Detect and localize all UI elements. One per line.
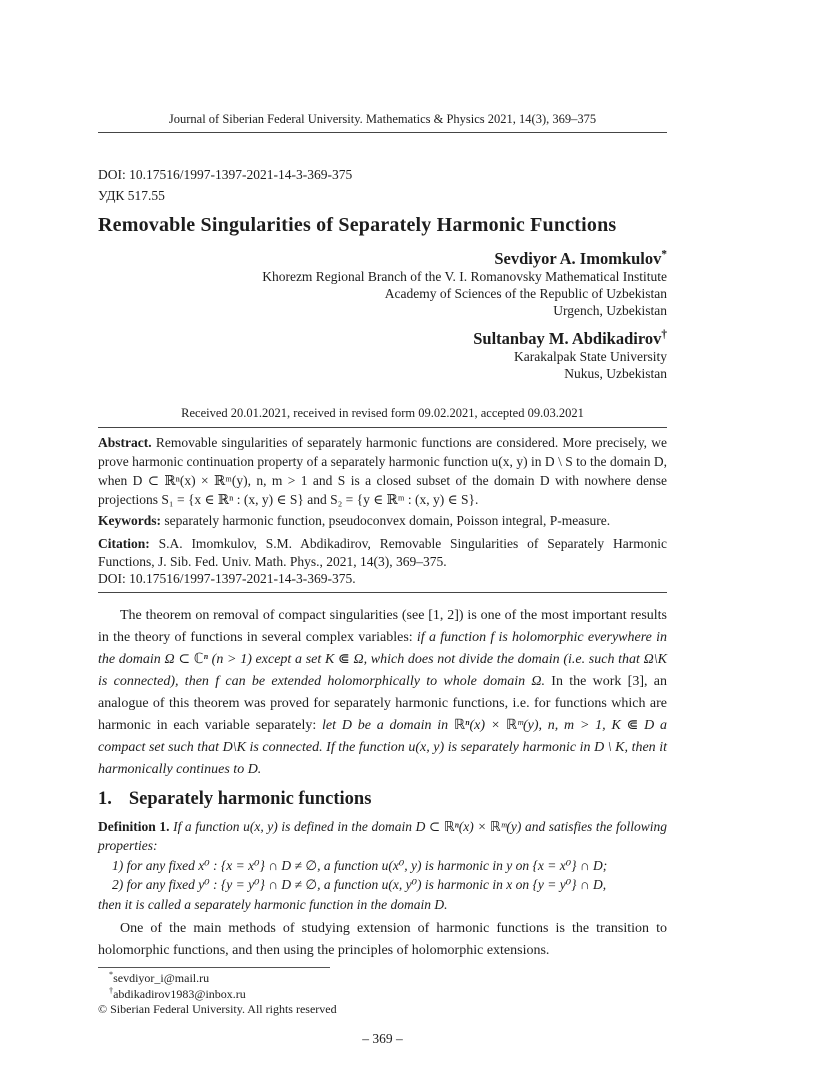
intro-seg-2-theorem: if a function f is holomorphic everywhere in the domain Ω ⊂ ℂⁿ (n > 1) except a set K ⋐ Ω, which does not divide the domain (i.e. such that Ω\K is connected), then f can be extended holomorphically to whole domain Ω. <box>98 629 667 689</box>
text-column <box>98 0 667 1018</box>
author-name-1-text: Sevdiyor A. Imomkulov <box>494 249 662 268</box>
section-number: 1. <box>98 788 112 809</box>
received-line: Received 20.01.2021, received in revised form 09.02.2021, accepted 09.03.2021 <box>181 406 584 420</box>
citation-text: S.A. Imomkulov, S.M. Abdikadirov, Removable Singularities of Separately Harmonic Functions, J. Sib. Fed. Univ. Math. Phys., 2021, 14(3), 369–375. <box>98 536 667 569</box>
author-1-affiliation-line: Urgench, Uzbekistan <box>553 303 667 318</box>
footnotes-block <box>98 968 667 1018</box>
definition-block <box>98 817 667 915</box>
definition-intro-line <box>98 817 667 856</box>
keywords-line <box>98 512 667 529</box>
footnote-1-marker: * <box>109 970 114 979</box>
footnote-2-text: abdikadirov1983@inbox.ru <box>113 986 246 1001</box>
intro-paragraph <box>98 593 667 781</box>
page-number: – 369 – <box>362 1031 403 1046</box>
author-block <box>98 249 667 382</box>
author-2-affiliation-line: Nukus, Uzbekistan <box>564 366 667 381</box>
author-name-2 <box>98 329 667 348</box>
doi-line: DOI: 10.17516/1997-1397-2021-14-3-369-375 <box>98 167 353 182</box>
journal-header <box>98 112 667 133</box>
author-1-affiliation-line: Khorezm Regional Branch of the V. I. Romanovsky Mathematical Institute <box>262 269 667 284</box>
abstract-text: Removable singularities of separately harmonic functions are considered. More precisely, we prove harmonic continuation property of a separately harmonic function u(x, y) in D \ S to the domain D, when D ⊂ ℝⁿ(x) × ℝᵐ(y), n, m > 1 and S is a closed subset of the domain D with nowhere dense projections S₁ = {x ∈ ℝⁿ : (x, y) ∈ S} and S₂ = {y ∈ ℝᵐ : (x, y) ∈ S}. <box>98 435 668 507</box>
section-heading <box>98 788 667 811</box>
footnote-2-marker: † <box>109 985 114 995</box>
definition-item-2: 2) for any fixed y⁰ : {y = y⁰} ∩ D ≠ ∅, a function u(x, y⁰) is harmonic in x on {y = y⁰} ∩ D, <box>112 877 607 892</box>
body-paragraph: One of the main methods of studying extension of harmonic functions is the transition to holomorphic functions, and then using the principles of holomorphic extensions. <box>98 921 667 958</box>
paper-title: Removable Singularities of Separately Harmonic Functions <box>98 214 617 236</box>
author-name-1 <box>98 249 667 268</box>
copyright-line: © Siberian Federal University. All rights reserved <box>98 1002 337 1016</box>
author-2-affiliation-line: Karakalpak State University <box>514 349 667 364</box>
citation-label: Citation: <box>98 536 150 551</box>
doi-block <box>98 164 667 206</box>
author-1-affiliation-line: Academy of Sciences of the Republic of Uzbekistan <box>384 286 667 301</box>
abstract-label: Abstract. <box>98 435 152 450</box>
abstract-section <box>98 427 667 509</box>
intro-seg-4-theorem: let D be a domain in ℝⁿ(x) × ℝᵐ(y), n, m > 1, K ⋐ D a compact set such that D\K is connected. If the function u(x, y) is separately harmonic in D \ K, then it harmonically continues to D. <box>98 717 667 777</box>
udk-line: УДК 517.55 <box>98 188 165 203</box>
intro-seg-3: In the work [3], an analogue of this theorem was proved for separately harmonic functions, i.e. for functions which are harmonic in each variable separately: <box>98 673 667 733</box>
footnote-1-text: sevdiyor_i@mail.ru <box>113 971 210 985</box>
journal-header-text: Journal of Siberian Federal University. Mathematics & Physics 2021, 14(3), 369–375 <box>168 112 597 126</box>
intro-seg-1: The theorem on removal of compact singularities (see [1, 2]) is one of the most important results in the theory of functions in several complex variables: <box>98 607 667 645</box>
citation-doi: DOI: 10.17516/1997-1397-2021-14-3-369-375. <box>98 571 356 586</box>
definition-outro: then it is called a separately harmonic function in the domain D. <box>98 896 448 912</box>
definition-intro-text: If a function u(x, y) is defined in the domain D ⊂ ℝⁿ(x) × ℝᵐ(y) and satisfies the following properties: <box>98 818 667 853</box>
keywords-label: Keywords: <box>98 513 161 528</box>
definition-item-1: 1) for any fixed x⁰ : {x = x⁰} ∩ D ≠ ∅, a function u(x⁰, y) is harmonic in y on {x = x⁰} ∩ D; <box>112 857 608 873</box>
author-1-marker: * <box>661 248 667 261</box>
keywords-text: separately harmonic function, pseudoconvex domain, Poisson integral, P-measure. <box>164 513 611 528</box>
footnote-email-1 <box>98 971 667 987</box>
section-title: Separately harmonic functions <box>128 788 372 809</box>
citation-block <box>98 535 667 588</box>
footnote-email-2 <box>98 987 667 1003</box>
author-2-marker: † <box>661 328 667 341</box>
definition-label: Definition 1. <box>98 818 170 834</box>
author-name-2-text: Sultanbay M. Abdikadirov <box>473 329 662 348</box>
